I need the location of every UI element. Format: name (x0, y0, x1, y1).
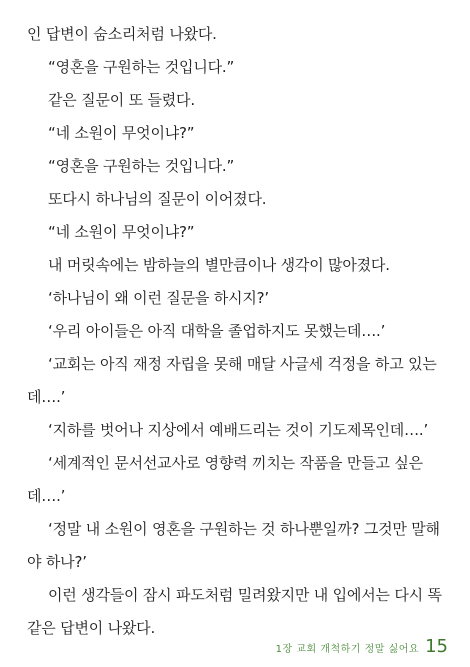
text-line: “네 소원이 무엇이냐?” (48, 223, 195, 241)
text-line: 야 하나?’ (27, 553, 87, 571)
text-line: ‘세계적인 문서선교사로 영향력 끼치는 작품을 만들고 싶은 (48, 454, 423, 472)
text-line: “영혼을 구원하는 것입니다.” (48, 157, 235, 175)
text-line: 내 머릿속에는 밤하늘의 별만큼이나 생각이 많아졌다. (48, 256, 390, 274)
text-line: 같은 답변이 나왔다. (27, 619, 156, 637)
text-line: ‘하나님이 왜 이런 질문을 하시지?’ (48, 289, 269, 307)
text-line: ‘교회는 아직 재정 자립을 못해 매달 사글세 걱정을 하고 있는 (48, 355, 437, 373)
text-line: 데….’ (27, 487, 66, 505)
text-line: 인 답변이 숨소리처럼 나왔다. (27, 25, 217, 43)
text-line: 또다시 하나님의 질문이 이어졌다. (48, 190, 267, 208)
text-line: 데….’ (27, 388, 66, 406)
text-line: ‘우리 아이들은 아직 대학을 졸업하지도 못했는데….’ (48, 322, 386, 340)
text-line: ‘지하를 벗어나 지상에서 예배드리는 것이 기도제목인데….’ (48, 421, 429, 439)
text-line: “영혼을 구원하는 것입니다.” (48, 58, 235, 76)
page-number: 15 (425, 636, 448, 657)
text-line: 같은 질문이 또 들렸다. (48, 91, 195, 109)
text-line: ‘정말 내 소원이 영혼을 구원하는 것 하나뿐일까? 그것만 말해 (48, 520, 440, 538)
chapter-title: 1장 교회 개척하기 정말 싫어요 (275, 644, 420, 655)
page-footer (276, 636, 448, 657)
text-line: 이런 생각들이 잠시 파도처럼 밀려왔지만 내 입에서는 다시 똑 (48, 586, 442, 604)
text-line: “네 소원이 무엇이냐?” (48, 124, 195, 142)
